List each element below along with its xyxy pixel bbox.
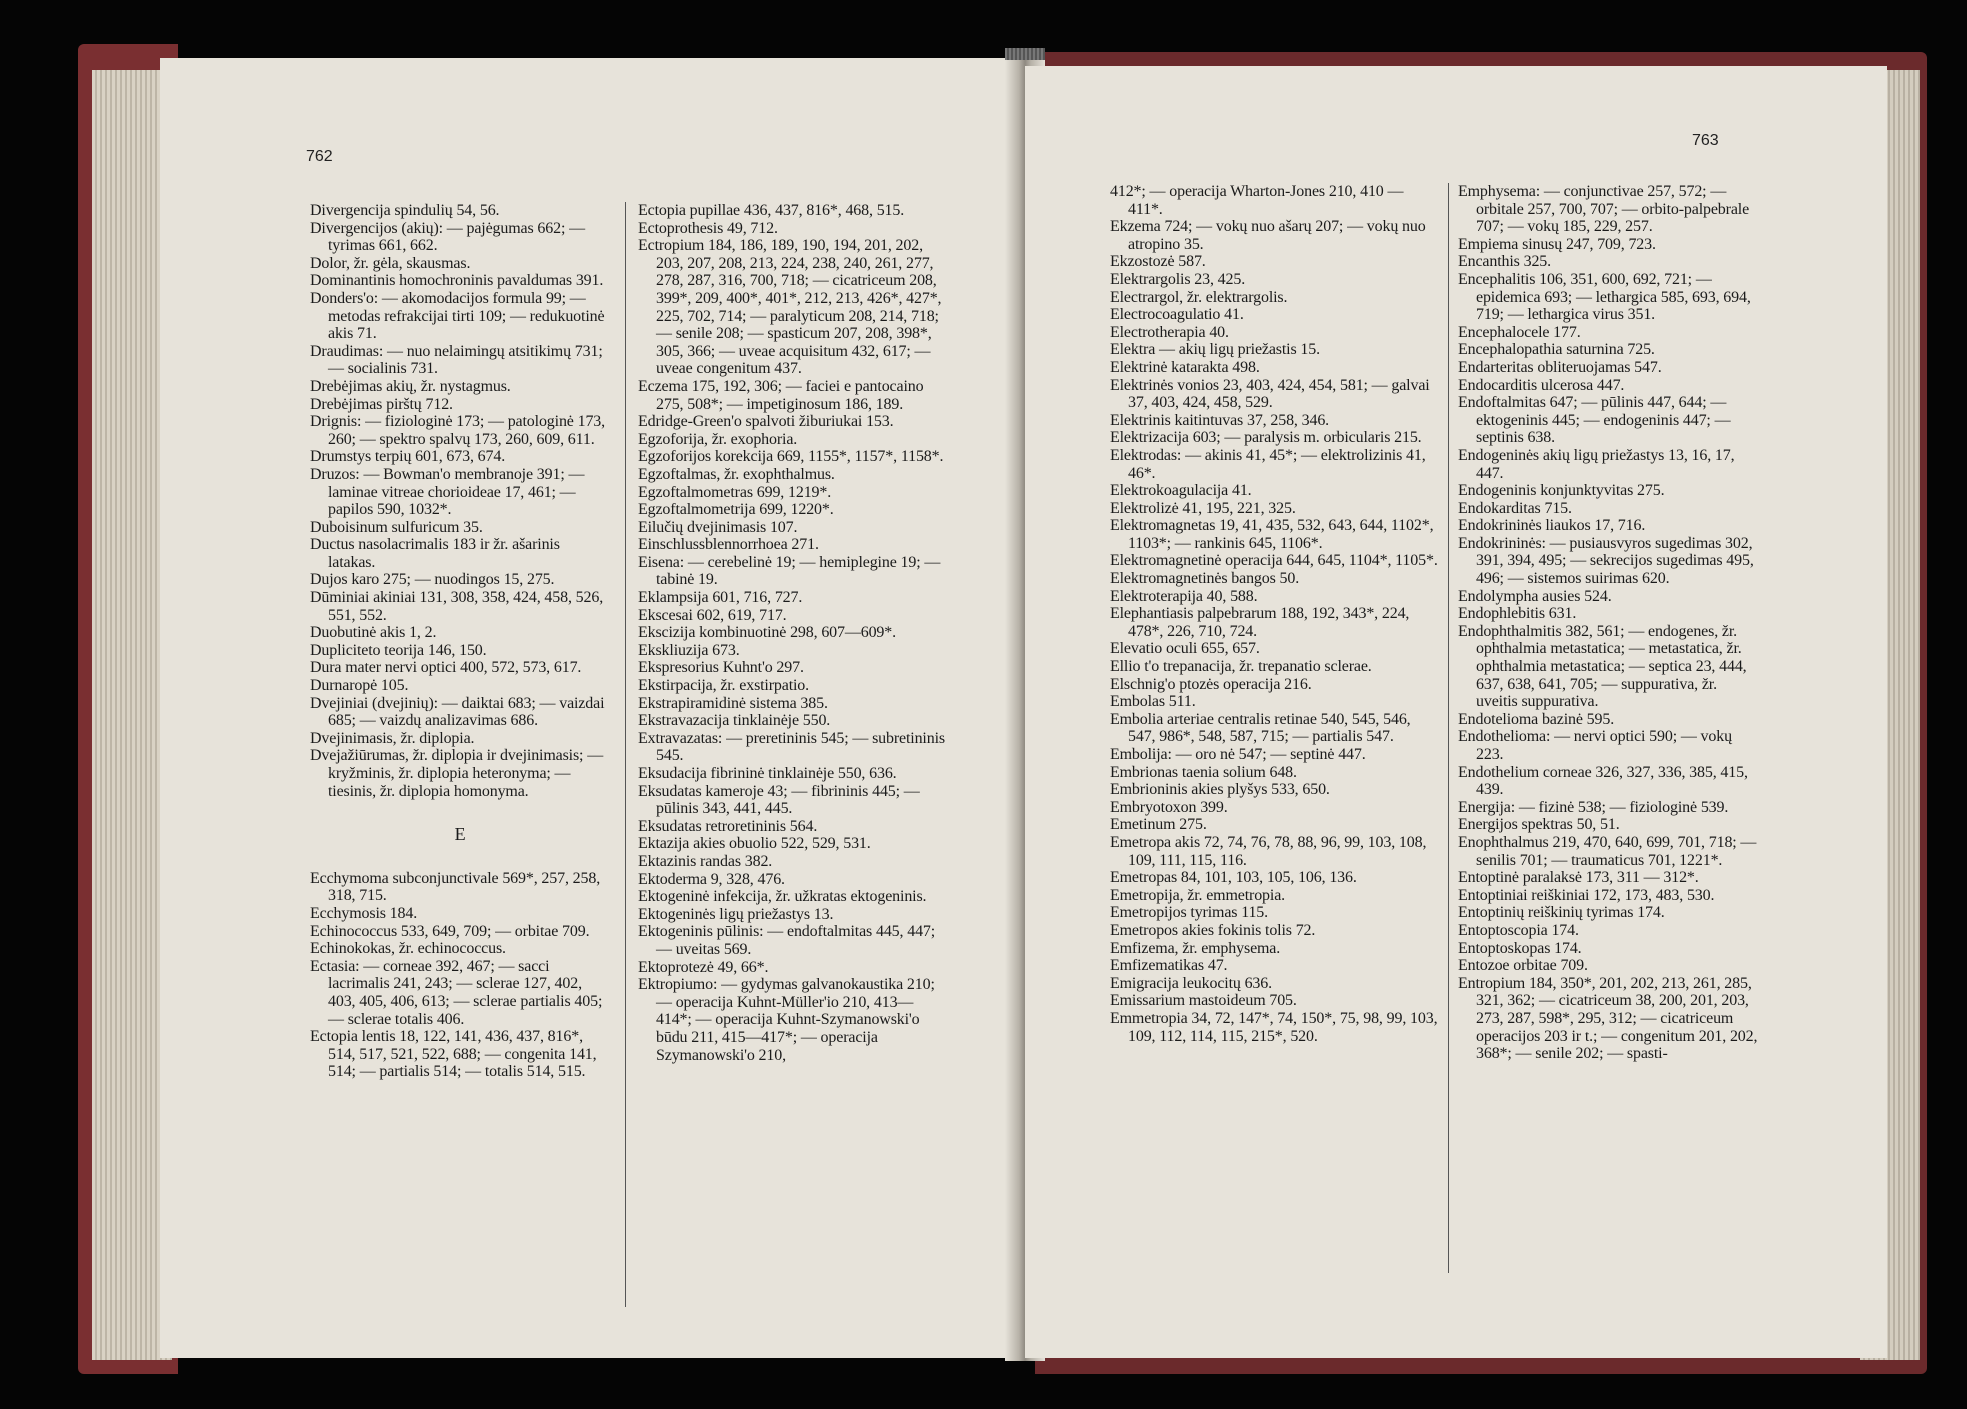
index-entry: Embrionas taenia solium 648. (1110, 763, 1297, 781)
index-entry: Ekscizija kombinuotinė 298, 607—609*. (638, 624, 896, 642)
index-entry: Entozoe orbitae 709. (1458, 957, 1588, 975)
index-entry: Egzoforija, žr. exophoria. (638, 430, 798, 448)
index-entry: Druzos: — Bowman'o membranoje 391; — laminae vitreae chorioideae 17, 461; — papilos 590, 1032*. (310, 465, 585, 519)
index-entry: Endothelium corneae 326, 327, 336, 385, 415, 439. (1458, 763, 1748, 799)
index-entry: Ellio t'o trepanacija, žr. trepanatio sclerae. (1110, 658, 1372, 676)
index-entry: Drebėjimas pirštų 712. (310, 395, 453, 413)
index-entry: Durnaropė 105. (310, 677, 409, 695)
index-entry: Endoftalmitas 647; — pūlinis 447, 644; — ektogeninis 445; — endogeninis 447; — septinis 638. (1458, 394, 1731, 447)
index-entry: Elektromagnetas 19, 41, 435, 532, 643, 644, 1102*, 1103*; — rankinis 645, 1106*. (1110, 517, 1434, 552)
index-entry: Elektromagnetinės bangos 50. (1110, 570, 1300, 588)
index-entry: Echinokokas, žr. echinococcus. (310, 940, 506, 958)
index-entry: Emetinum 275. (1110, 816, 1207, 834)
index-entry: Ektoprotezė 49, 66*. (638, 958, 769, 976)
index-entry: Emphysema: — conjunctivae 257, 572; — orbitale 257, 700, 707; — orbito-palpebrale 707; — vokų 185, 229, 257. (1458, 183, 1750, 236)
index-entry: Dvejažiūrumas, žr. diplopia ir dvejinimasis; — kryžminis, žr. diplopia heteronyma; — tiesinis, žr. diplopia homonyma. (310, 747, 604, 800)
index-entry: Emetropa akis 72, 74, 76, 78, 88, 96, 99, 103, 108, 109, 111, 115, 116. (1110, 833, 1427, 869)
index-entry: Elektrokoagulacija 41. (1110, 482, 1252, 500)
index-entry: Elektra — akių ligų priežastis 15. (1110, 341, 1320, 359)
right-page-number: 763 (1692, 132, 1719, 149)
index-entry: Eksudatas retroretininis 564. (638, 817, 818, 835)
index-entry: Endophlebitis 631. (1458, 605, 1577, 623)
index-entry: Encanthis 325. (1458, 253, 1551, 271)
left-page-column-1 (310, 202, 610, 1081)
index-entry: Eczema 175, 192, 306; — faciei e pantocaino 275, 508*; — impetiginosum 186, 189. (638, 377, 924, 413)
index-entry: Ektogeninė infekcija, žr. užkratas ektogeninis. (638, 888, 927, 906)
index-entry: Endogeninis konjunktyvitas 275. (1458, 482, 1665, 500)
right-page-column-1 (1110, 183, 1438, 1045)
index-entry: Emmetropia 34, 72, 147*, 74, 150*, 75, 98, 99, 103, 109, 112, 114, 115, 215*, 520. (1110, 1009, 1438, 1045)
index-entry: Duboisinum sulfuricum 35. (310, 518, 483, 536)
index-entry: Entoptinių reiškinių tyrimas 174. (1458, 904, 1665, 922)
index-entry: Egzoftalmometras 699, 1219*. (638, 483, 832, 501)
index-entry: Elektrolizė 41, 195, 221, 325. (1110, 499, 1296, 517)
index-entry: Emetropos akies fokinis tolis 72. (1110, 921, 1316, 939)
index-entry: Entropium 184, 350*, 201, 202, 213, 261, 285, 321, 362; — cicatriceum 38, 200, 201, 203, 273, 287, 598*, 295, 312; — cicatriceum operacijos 203 ir t.; — congenitum 201, 202, 368*; — senile 202; — spasti- (1458, 974, 1758, 1063)
index-entry: Ektazija akies obuolio 522, 529, 531. (638, 835, 871, 853)
index-entry: Emetropijos tyrimas 115. (1110, 904, 1269, 922)
index-entry: Dūminiai akiniai 131, 308, 358, 424, 458, 526, 551, 552. (310, 589, 604, 624)
index-entry: Dvejinimasis, žr. diplopia. (310, 729, 475, 747)
index-entry: Endogeninės akių ligų priežastys 13, 16, 17, 447. (1458, 446, 1735, 482)
index-entry: Eksudacija fibrininė tinklainėje 550, 636. (638, 765, 897, 782)
index-entry: Endolympha ausies 524. (1458, 587, 1612, 605)
index-entry: Energija: — fizinė 538; — fiziologinė 539. (1458, 798, 1729, 816)
index-entry: Endotelioma bazinė 595. (1458, 710, 1615, 728)
index-entry: Ekzostozė 587. (1110, 253, 1206, 271)
right-page (1025, 66, 1887, 1358)
index-entry: Ductus nasolacrimalis 183 ir žr. ašarinis latakas. (310, 536, 560, 571)
index-entry: Ecchymoma subconjunctivale 569*, 257, 258, 318, 715. (310, 869, 601, 905)
index-entry: Electrargol, žr. elektrargolis. (1110, 288, 1288, 306)
index-entry: Ectoprothesis 49, 712. (638, 219, 778, 237)
index-entry: Empiema sinusų 247, 709, 723. (1458, 235, 1656, 253)
index-entries (1458, 183, 1760, 1063)
index-entry: Edridge-Green'o spalvoti žiburiukai 153. (638, 413, 894, 431)
index-entry: Elschnig'o ptozės operacija 216. (1110, 675, 1312, 693)
index-entry: Ektoderma 9, 328, 476. (638, 870, 785, 888)
index-entry: Encephalocele 177. (1458, 323, 1581, 341)
index-entry: Elektrargolis 23, 425. (1110, 270, 1246, 288)
index-entry: Embolija: — oro nė 547; — septinė 447. (1110, 746, 1366, 763)
index-entry: Emetropija, žr. emmetropia. (1110, 886, 1285, 904)
index-entry: Divergencija spindulių 54, 56. (310, 202, 500, 219)
index-entry: Egzoftalmas, žr. exophthalmus. (638, 465, 835, 483)
index-entries (310, 202, 610, 800)
index-entry: Entoptoskopas 174. (1458, 939, 1582, 957)
index-entry: Draudimas: — nuo nelaimingų atsitikimų 731; — socialinis 731. (310, 342, 603, 378)
index-entry: Dupliciteto teorija 146, 150. (310, 641, 487, 659)
column-divider (625, 202, 626, 1307)
index-entry: Endocarditis ulcerosa 447. (1458, 376, 1625, 394)
index-entry: Drebėjimas akių, žr. nystagmus. (310, 377, 511, 395)
binding-headband (1005, 48, 1045, 60)
index-entry: Elektroterapija 40, 588. (1110, 587, 1258, 605)
index-entry: Electrotherapia 40. (1110, 323, 1229, 341)
index-entry: Ektropiumo: — gydymas galvanokaustika 210; — operacija Kuhnt-Müller'io 210, 413—414*; — operacija Kuhnt-Szymanowski'o būdu 211, 415—417*; — operacija Szymanowski'o 210, (638, 976, 935, 1064)
index-entry: Electrocoagulatio 41. (1110, 306, 1244, 324)
index-entry: Emetropas 84, 101, 103, 105, 106, 136. (1110, 869, 1357, 887)
index-entry: Ecchymosis 184. (310, 904, 418, 922)
index-entry: Endokarditas 715. (1458, 499, 1572, 517)
index-entry: Ectopia lentis 18, 122, 141, 436, 437, 816*, 514, 517, 521, 522, 688; — congenita 141, 514; — partialis 514; — totalis 514, 515. (310, 1028, 597, 1081)
index-entry: Elektrodas: — akinis 41, 45*; — elektrolizinis 41, 46*. (1110, 446, 1426, 482)
index-entry: Ectopia pupillae 436, 437, 816*, 468, 515. (638, 202, 905, 219)
index-entry: Echinococcus 533, 649, 709; — orbitae 709. (310, 922, 590, 940)
index-entry: Eilučių dvejinimasis 107. (638, 518, 798, 536)
index-entry: Endothelioma: — nervi optici 590; — vokų 223. (1458, 728, 1732, 763)
index-entry: Emigracija leukocitų 636. (1110, 974, 1272, 992)
index-entry: Embrioninis akies plyšys 533, 650. (1110, 781, 1330, 799)
index-entry: Ekstravazacija tinklainėje 550. (638, 712, 831, 730)
index-entry: 412*; — operacija Wharton-Jones 210, 410 — 411*. (1110, 183, 1404, 218)
index-entry: Endophthalmitis 382, 561; — endogenes, žr. ophthalmia metastatica; — metastatica, žr. ophthalmia metastatica; — septica 23, 444, 637, 638, 641, 705; — suppurativa, žr. uveitis suppurativa. (1458, 622, 1747, 711)
index-entries (1110, 183, 1438, 1045)
index-entry: Endokrininės: — pusiausvyros sugedimas 302, 391, 394, 495; — sekrecijos sugedimas 495, 496; — sistemos suirimas 620. (1458, 534, 1754, 588)
index-entry: Duobutinė akis 1, 2. (310, 624, 437, 642)
index-entry: Embryotoxon 399. (1110, 798, 1228, 816)
index-entry: Drumstys terpių 601, 673, 674. (310, 448, 506, 466)
left-page (160, 58, 1015, 1358)
section-letter: E (454, 824, 466, 845)
index-entry: Ekstirpacija, žr. exstirpatio. (638, 677, 810, 695)
index-entry: Dolor, žr. gėla, skausmas. (310, 254, 471, 272)
index-entry: Ektogeninės ligų priežastys 13. (638, 905, 834, 923)
index-entry: Ekskliuzija 673. (638, 641, 740, 659)
index-entry: Dvejiniai (dvejinių): — daiktai 683; — vaizdai 685; — vaizdų analizavimas 686. (310, 694, 605, 730)
index-entry: Dura mater nervi optici 400, 572, 573, 617. (310, 659, 582, 677)
index-entry: Encephalopathia saturnina 725. (1458, 341, 1655, 359)
index-entry: Eisena: — cerebelinė 19; — hemiplegine 19; — tabinė 19. (638, 553, 941, 589)
index-entry: Ectasia: — corneae 392, 467; — sacci lacrimalis 241, 243; — sclerae 127, 402, 403, 405, 406, 613; — sclerae partialis 405; — sclerae totalis 406. (310, 957, 603, 1028)
index-entry: Einschlussblennorrhoea 271. (638, 536, 819, 554)
index-entry: Entoptinė paralaksė 173, 311 — 312*. (1458, 869, 1699, 887)
index-entry: Ekzema 724; — vokų nuo ašarų 207; — vokų nuo atropino 35. (1110, 218, 1426, 253)
index-entry: Egzoftalmometrija 699, 1220*. (638, 501, 834, 519)
index-entry: Energijos spektras 50, 51. (1458, 816, 1620, 834)
index-entry: Egzoforijos korekcija 669, 1155*, 1157*, 1158*. (638, 448, 944, 466)
index-entry: Elektromagnetinė operacija 644, 645, 1104*, 1105*. (1110, 552, 1438, 570)
index-entry: Enophthalmus 219, 470, 640, 699, 701, 718; — senilis 701; — traumaticus 701, 1221*. (1458, 833, 1757, 869)
index-entry: Encephalitis 106, 351, 600, 692, 721; — epidemica 693; — lethargica 585, 693, 694, 719; — lethargica virus 351. (1458, 270, 1751, 324)
index-entry: Ekscesai 602, 619, 717. (638, 606, 787, 624)
index-entry: Elektrizacija 603; — paralysis m. orbicularis 215. (1110, 429, 1422, 447)
index-entry: Ekstrapiramidinė sistema 385. (638, 694, 828, 712)
index-entry: Elevatio oculi 655, 657. (1110, 640, 1260, 658)
index-entry: Emfizematikas 47. (1110, 957, 1228, 975)
index-entry: Elektrinės vonios 23, 403, 424, 454, 581; — galvai 37, 403, 424, 458, 529. (1110, 376, 1430, 412)
index-entry: Elektrinė katarakta 498. (1110, 358, 1260, 376)
index-entries (310, 870, 610, 1081)
index-entry: Endarteritas obliteruojamas 547. (1458, 358, 1662, 376)
index-entry: Elephantiasis palpebrarum 188, 192, 343*, 224, 478*, 226, 710, 724. (1110, 605, 1410, 640)
index-entry: Entoptoscopia 174. (1458, 921, 1579, 939)
left-page-number: 762 (306, 148, 333, 165)
index-entry: Eklampsija 601, 716, 727. (638, 589, 803, 607)
right-page-column-2 (1458, 183, 1760, 1063)
index-entry: Endokrininės liaukos 17, 716. (1458, 517, 1646, 535)
index-entry: Ekspresorius Kuhnt'o 297. (638, 659, 804, 677)
index-entry: Ectropium 184, 186, 189, 190, 194, 201, 202, 203, 207, 208, 213, 224, 238, 240, 261, 277, 278, 287, 316, 700, 718; — cicatriceum 208, 399*, 209, 400*, 401*, 212, 213, 426*, 427*, 225, 702, 714; — paralyticum 208, 214, 718; — senile 208; — spasticum 207, 208, 398*, 305, 366; — uveae acquisitum 432, 617; — uveae congenitum 437. (638, 237, 942, 378)
index-entry: Ektazinis randas 382. (638, 852, 773, 870)
index-entry: Elektrinis kaitintuvas 37, 258, 346. (1110, 411, 1330, 429)
index-entry: Embolia arteriae centralis retinae 540, 545, 546, 547, 986*, 548, 587, 715; — partialis 547. (1110, 710, 1411, 746)
index-entry: Emissarium mastoideum 705. (1110, 992, 1297, 1010)
left-page-column-2 (638, 202, 946, 1064)
index-entry: Divergencijos (akių): — pajėgumas 662; — tyrimas 661, 662. (310, 219, 585, 255)
index-entry: Extravazatas: — preretininis 545; — subretininis 545. (638, 729, 945, 765)
index-entry: Dominantinis homochroninis pavaldumas 391. (310, 272, 604, 290)
index-entries (638, 202, 946, 1064)
index-entry: Entoptiniai reiškiniai 172, 173, 483, 530. (1458, 886, 1715, 904)
index-entry: Dujos karo 275; — nuodingos 15, 275. (310, 571, 555, 589)
index-entry: Donders'o: — akomodacijos formula 99; — metodas refrakcijai tirti 109; — redukuotinė akis 71. (310, 289, 605, 343)
index-entry: Emfizema, žr. emphysema. (1110, 939, 1281, 957)
index-entry: Drignis: — fiziologinė 173; — patologinė 173, 260; — spektro spalvų 173, 260, 609, 611. (310, 413, 605, 448)
index-entry: Ektogeninis pūlinis: — endoftalmitas 445, 447; — uveitas 569. (638, 923, 936, 958)
index-entry: Embolas 511. (1110, 693, 1196, 711)
column-divider (1448, 183, 1449, 1273)
index-entry: Eksudatas kameroje 43; — fibrininis 445; — pūlinis 343, 441, 445. (638, 782, 920, 818)
